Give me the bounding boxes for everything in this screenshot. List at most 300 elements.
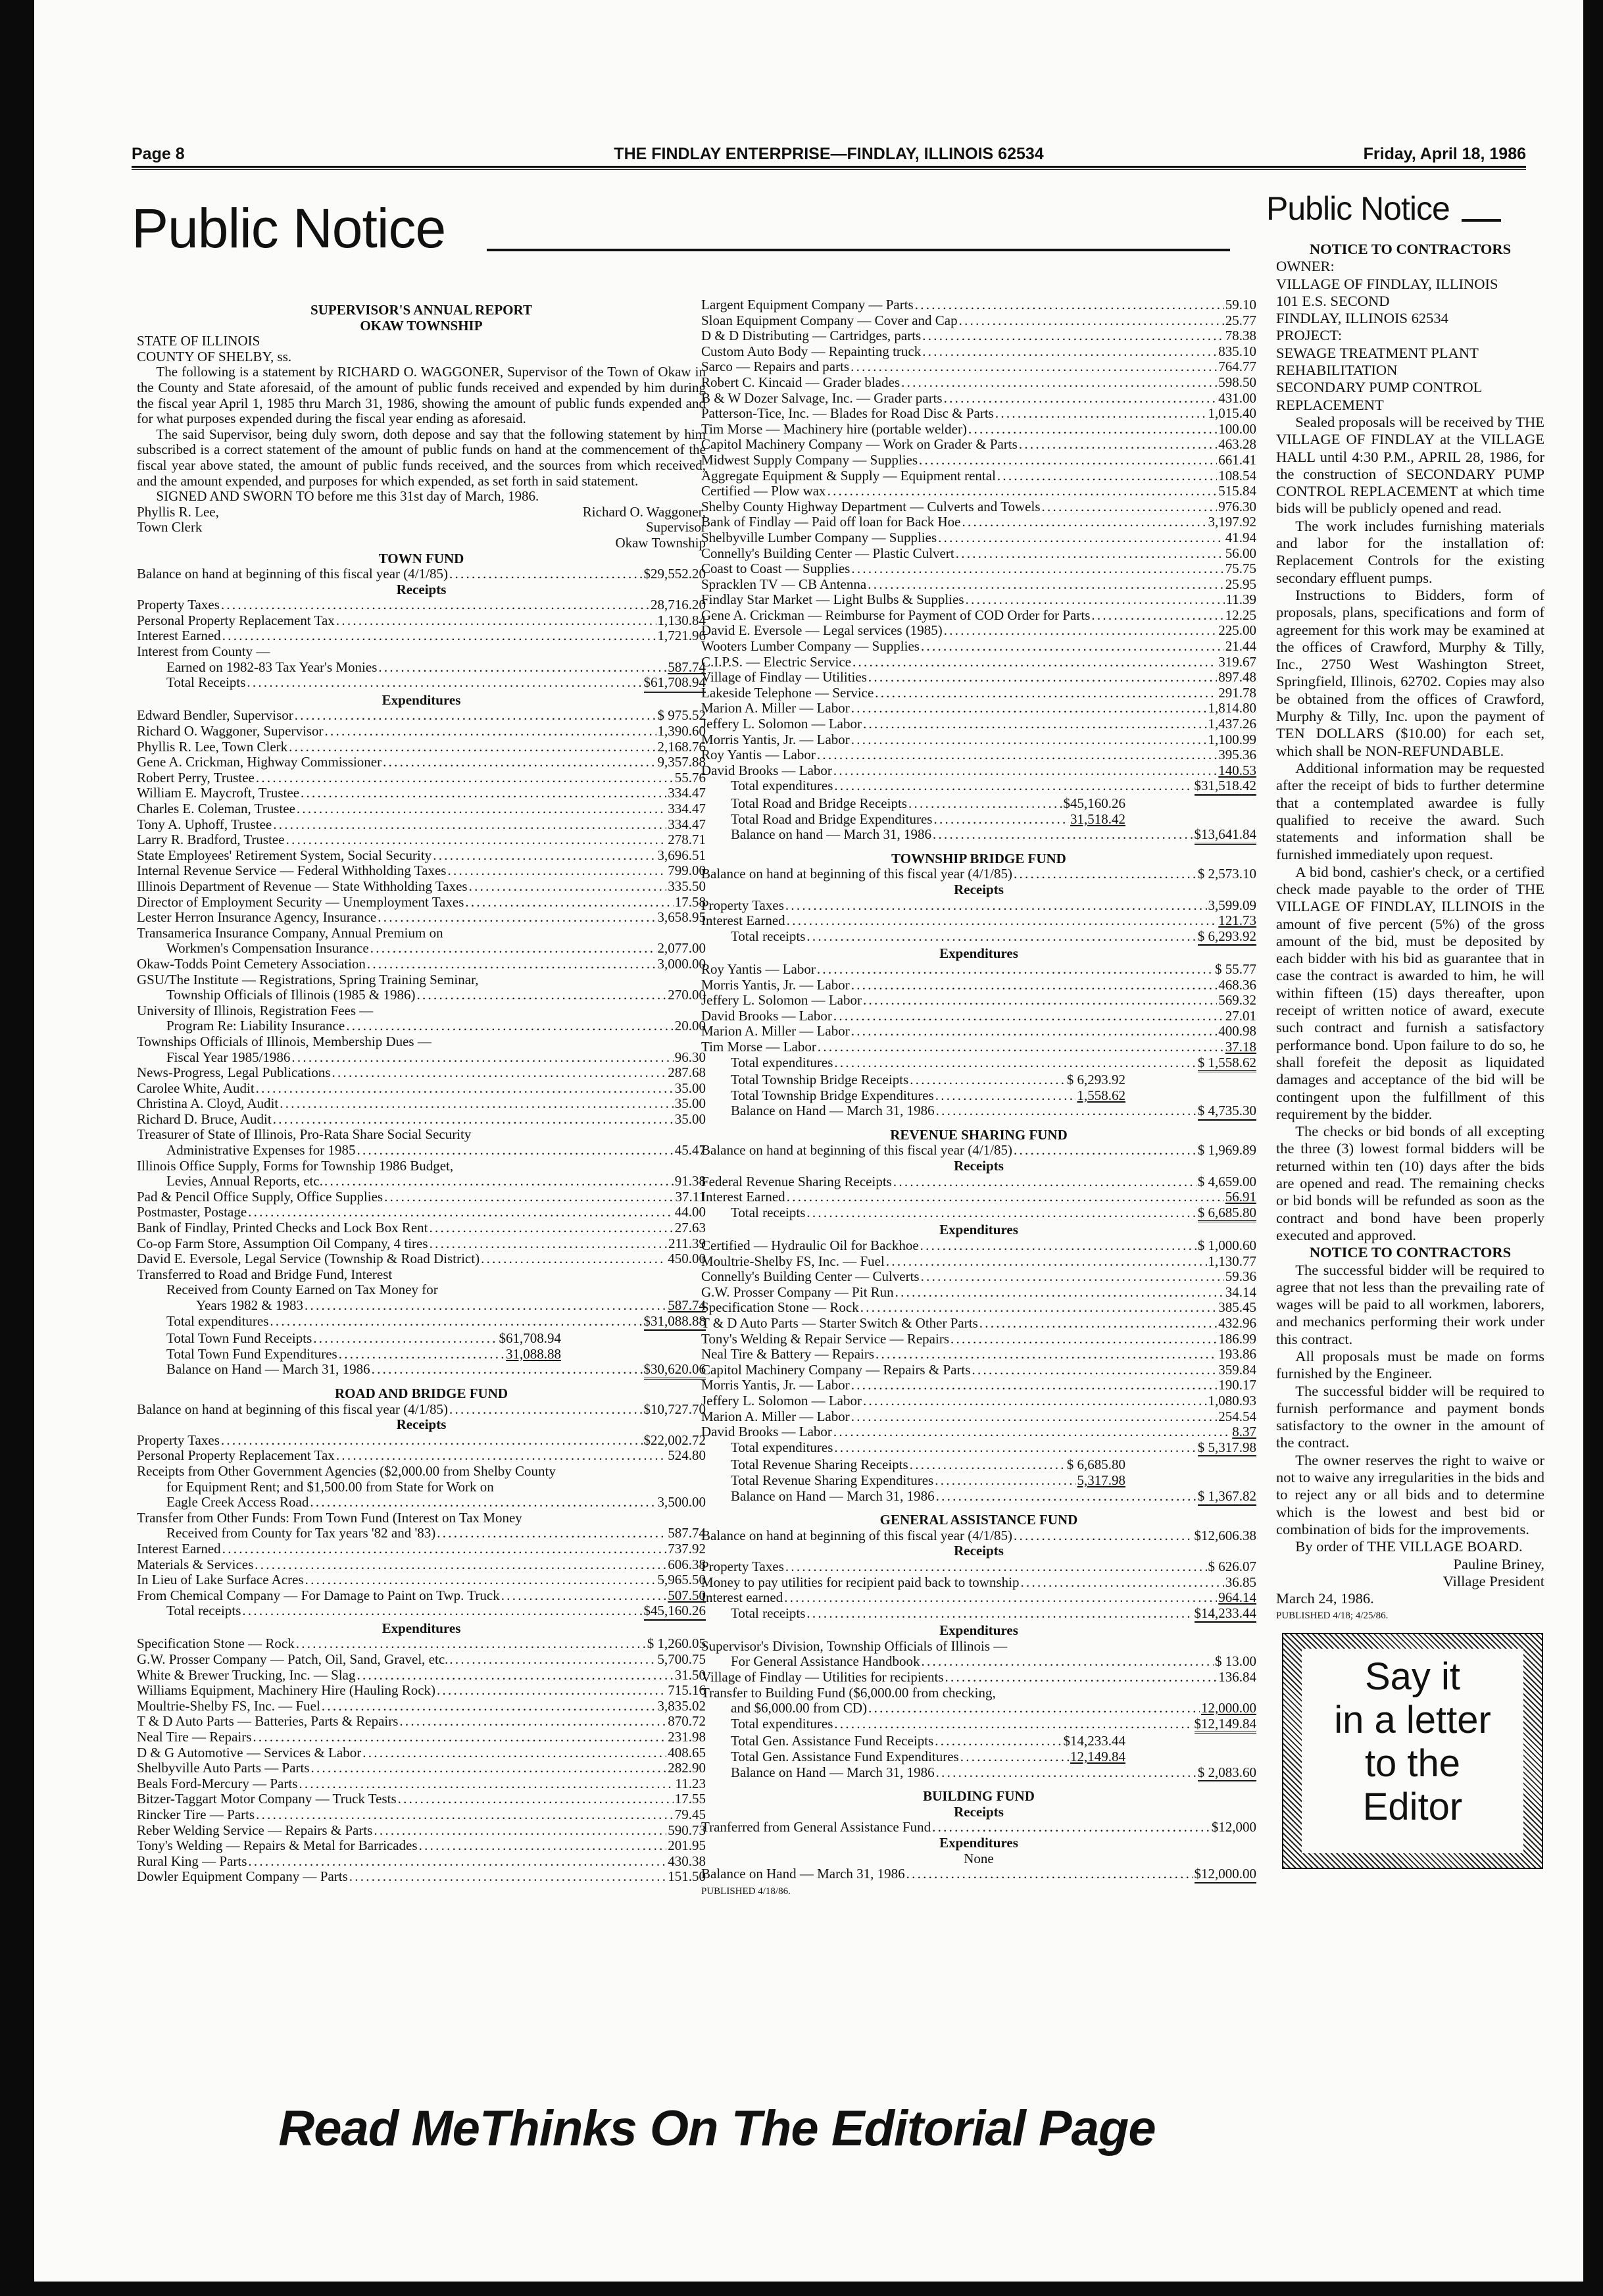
ledger-amount: 17.58 bbox=[674, 893, 706, 910]
ledger-label: Coast to Coast — Supplies bbox=[701, 561, 851, 577]
ledger-row bbox=[701, 655, 1256, 670]
ledger-row bbox=[137, 817, 706, 833]
ledger-row bbox=[701, 608, 1256, 624]
ledger-row: Balance on hand at beginning of this fiscal year (4/1/85) . . . $ 1,969.89 bbox=[701, 1143, 1256, 1159]
ledger-list bbox=[137, 708, 706, 925]
notice-paragraph: Additional information may be requested after the receipt of bids to further determine that a contemplated awardee is fully qualified to receive the award. Such statements and information shall be furnished immediately upon request. bbox=[1276, 759, 1544, 863]
ledger-row bbox=[701, 1347, 1256, 1362]
ledger-row bbox=[137, 1854, 706, 1870]
ledger-amount: 1,015.40 bbox=[1208, 405, 1256, 422]
ledger-label: Shelbyville Auto Parts — Parts bbox=[137, 1760, 310, 1776]
ledger-text: Transferred to Road and Bridge Fund, Interest bbox=[137, 1266, 393, 1282]
ledger-row bbox=[137, 895, 706, 911]
ad-line: Editor bbox=[1362, 1785, 1463, 1828]
ledger-list bbox=[701, 297, 1256, 778]
ledger-text: Transfer from Other Funds: From Town Fund (Interest on Tax Money bbox=[137, 1509, 522, 1526]
ledger-amount: 211.39 bbox=[668, 1235, 706, 1251]
ledger-row bbox=[701, 716, 1256, 732]
ledger-row bbox=[701, 297, 1256, 313]
ledger-amount: 524.80 bbox=[668, 1447, 706, 1464]
ledger-amount: 27.01 bbox=[1225, 1007, 1256, 1024]
ledger-summary-row: Total Road and Bridge Receipts . . . $45,160.26 bbox=[701, 796, 1125, 812]
ledger-text: Receipts from Other Government Agencies ($2,000.00 from Shelby County bbox=[137, 1462, 556, 1479]
signer-name: Pauline Briney, bbox=[1453, 1555, 1544, 1572]
ledger-amount: 8.37 bbox=[1232, 1424, 1256, 1440]
ledger-text: Received from County Earned on Tax Money for bbox=[166, 1282, 438, 1298]
ledger-label: David Brooks — Labor bbox=[701, 762, 832, 778]
ledger-row bbox=[701, 747, 1256, 763]
ledger-label: Capitol Machinery Company — Work on Grader & Parts bbox=[701, 436, 1018, 453]
notice-paragraph: All proposals must be made on forms furnished by the Engineer. bbox=[1276, 1348, 1544, 1382]
ledger-row bbox=[701, 406, 1256, 422]
ledger-balance-row: Balance on Hand — March 31, 1986 . . . $ 4,735.30 bbox=[701, 1103, 1256, 1121]
ledger-amount: 193.86 bbox=[1218, 1346, 1256, 1362]
receipts-heading: Receipts bbox=[954, 881, 1004, 897]
ledger-row bbox=[137, 708, 706, 724]
ledger-row bbox=[701, 1362, 1256, 1378]
ledger-list bbox=[137, 1541, 706, 1603]
ledger-row bbox=[701, 313, 1256, 329]
owner-line: SEWAGE TREATMENT PLANT REHABILITATION bbox=[1276, 344, 1479, 379]
ledger-row: For General Assistance Handbook . . . $ 13.00 bbox=[701, 1654, 1256, 1670]
header-rule bbox=[132, 166, 1526, 168]
fund-title: BUILDING FUND bbox=[923, 1788, 1035, 1805]
issue-date: Friday, April 18, 1986 bbox=[1363, 145, 1526, 163]
ledger-amount: 1,390.60 bbox=[657, 723, 706, 739]
ledger-total-row: Total expenditures . . . $ 1,558.62 bbox=[701, 1055, 1256, 1073]
ledger-label: C.I.P.S. — Electric Service bbox=[701, 653, 852, 670]
ledger-row bbox=[701, 1559, 1256, 1575]
ledger-row bbox=[701, 1189, 1256, 1205]
ledger-amount: 100.00 bbox=[1218, 420, 1256, 437]
ledger-amount: $ 975.52 bbox=[657, 707, 706, 724]
ledger-label: Rincker Tire — Parts bbox=[137, 1807, 255, 1822]
ledger-amount: 254.54 bbox=[1218, 1408, 1256, 1424]
ledger-amount: 75.75 bbox=[1225, 561, 1256, 577]
ledger-amount: 3,835.02 bbox=[657, 1697, 706, 1714]
ledger-label: Specification Stone — Rock bbox=[701, 1299, 859, 1316]
ledger-label: Roy Yantis — Labor bbox=[701, 747, 816, 763]
ledger-row bbox=[701, 763, 1256, 779]
ledger-amount: 359.84 bbox=[1218, 1361, 1256, 1378]
ledger-amount: $ 626.07 bbox=[1208, 1558, 1256, 1574]
report-paragraph: The following is a statement by RICHARD O. WAGGONER, Supervisor of the Town of Okaw in the County and State aforesaid, of the amount of public funds received and expended by him during the fiscal year April 1, 1985 thru March 31, 1986, showing the amount of public funds expended and for what purposes expended during the fiscal year ending as aforesaid. bbox=[137, 364, 706, 427]
ledger-amount: 1,130.84 bbox=[657, 612, 706, 628]
supervisor-name: Richard O. Waggoner, bbox=[582, 503, 706, 520]
ledger-label: Tony A. Uphoff, Trustee bbox=[137, 816, 272, 832]
ledger-amount: 431.00 bbox=[1218, 389, 1256, 406]
ledger-row bbox=[137, 1776, 706, 1792]
ledger-summary-row: Total Gen. Assistance Fund Expenditures . . . 12,149.84 bbox=[701, 1749, 1125, 1765]
ledger-amount: 21.44 bbox=[1225, 638, 1256, 655]
expenditures-heading: Expenditures bbox=[939, 945, 1018, 962]
ledger-label: Bank of Findlay, Printed Checks and Lock Box Rent bbox=[137, 1220, 428, 1236]
ledger-row bbox=[137, 1189, 706, 1205]
ledger-row: Balance on hand at beginning of this fiscal year (4/1/85) . . . $10,727.70 bbox=[137, 1402, 706, 1418]
ledger-row bbox=[137, 1807, 706, 1823]
sidebar-title-rule bbox=[1462, 219, 1501, 222]
ledger-row bbox=[701, 1024, 1256, 1039]
ledger-summary-row: Total Revenue Sharing Receipts . . . $ 6,685.80 bbox=[701, 1457, 1125, 1473]
ledger-label: Postmaster, Postage bbox=[137, 1204, 247, 1220]
ledger-row: Workmen's Compensation Insurance . . . 2,077.00 bbox=[137, 941, 706, 957]
ledger-row bbox=[137, 628, 706, 644]
ledger-label: Interest earned bbox=[701, 1589, 783, 1606]
county-line: COUNTY OF SHELBY, ss. bbox=[137, 348, 292, 364]
ledger-row bbox=[137, 770, 706, 786]
ledger-label: Specification Stone — Rock bbox=[137, 1635, 295, 1652]
ledger-label: In Lieu of Lake Surface Acres bbox=[137, 1572, 304, 1588]
ledger-amount: 201.95 bbox=[668, 1837, 706, 1854]
ledger-label: Property Taxes bbox=[137, 597, 220, 613]
ledger-amount: 9,357.88 bbox=[657, 754, 706, 770]
ledger-amount: 598.50 bbox=[1218, 374, 1256, 390]
ledger-row bbox=[137, 801, 706, 817]
ledger-row bbox=[701, 546, 1256, 562]
ledger-row: Village of Findlay — Utilities for recipients . . . 136.84 bbox=[701, 1670, 1256, 1685]
ledger-row bbox=[701, 484, 1256, 499]
ledger-amount: 79.45 bbox=[674, 1807, 706, 1822]
ledger-label: David Brooks — Labor bbox=[701, 1007, 832, 1024]
ledger-row: Years 1982 & 1983 . . . 587.74 bbox=[137, 1298, 706, 1314]
ad-line: in a letter bbox=[1334, 1699, 1491, 1741]
ledger-amount: $ 4,659.00 bbox=[1197, 1173, 1256, 1189]
signed-line: SIGNED AND SWORN TO before me this 31st day of March, 1986. bbox=[156, 488, 539, 505]
notice-paragraph: Sealed proposals will be received by THE VILLAGE OF FINDLAY at the VILLAGE HALL until 4:30 P.M., APRIL 28, 1986, for the construction of SECONDARY PUMP CONTROL REPLACEMENT at which time bids will be publicly opened and read. bbox=[1276, 413, 1544, 517]
ledger-row bbox=[701, 1300, 1256, 1316]
ledger-row bbox=[701, 592, 1256, 608]
contractors-notice bbox=[1276, 241, 1544, 1625]
ledger-amount: 25.95 bbox=[1225, 576, 1256, 592]
ledger-text: GSU/The Institute — Registrations, Spring Training Seminar, bbox=[137, 971, 479, 987]
header-rule-thin bbox=[132, 169, 1526, 170]
ledger-text: Transamerica Insurance Company, Annual Premium on bbox=[137, 924, 443, 941]
ledger-label: Neal Tire — Repairs bbox=[137, 1729, 252, 1745]
ledger-label: Findlay Star Market — Light Bulbs & Supplies bbox=[701, 591, 964, 608]
ledger-amount: 507.50 bbox=[668, 1587, 706, 1603]
ledger-row bbox=[137, 1791, 706, 1807]
ledger-label: Property Taxes bbox=[701, 897, 784, 913]
clerk-title: Town Clerk bbox=[137, 519, 203, 536]
ledger-amount: 1,100.99 bbox=[1208, 731, 1256, 747]
ledger-summary-row: Total Revenue Sharing Expenditures . . . 5,317.98 bbox=[701, 1473, 1125, 1489]
ledger-amount: 12.25 bbox=[1225, 607, 1256, 623]
ledger-row bbox=[701, 328, 1256, 344]
ledger-row bbox=[701, 344, 1256, 360]
ledger-row bbox=[137, 1636, 706, 1652]
ledger-row bbox=[137, 1205, 706, 1220]
letter-ad-text bbox=[1302, 1649, 1523, 1853]
ledger-label: Charles E. Coleman, Trustee bbox=[137, 801, 295, 816]
ledger-row bbox=[137, 1714, 706, 1730]
ledger-label: Jeffery L. Solomon — Labor bbox=[701, 1392, 862, 1409]
clerk-name: Phyllis R. Lee, bbox=[137, 503, 219, 520]
notice-paragraph: The checks or bid bonds of all excepting the three (3) lowest formal bidders will be returned within ten (10) days after the bids are opened and read. The remaining checks or bid bonds will be refunded as soon as the contract and bond have been properly executed and approved. bbox=[1276, 1123, 1544, 1243]
ledger-label: Jeffery L. Solomon — Labor bbox=[701, 716, 862, 732]
ledger-amount: 190.17 bbox=[1218, 1377, 1256, 1393]
ledger-total-row: Total expenditures . . . $31,088.88 bbox=[137, 1314, 706, 1332]
ledger-label: From Chemical Company — For Damage to Paint on Twp. Truck bbox=[137, 1587, 500, 1603]
ledger-row bbox=[701, 898, 1256, 914]
ledger-list bbox=[137, 1433, 706, 1464]
ledger-row bbox=[137, 1433, 706, 1449]
ledger-text: Treasurer of State of Illinois, Pro-Rata Share Social Security bbox=[137, 1126, 472, 1143]
title-rule bbox=[487, 249, 1230, 251]
ledger-list bbox=[701, 962, 1256, 1055]
owner-line: 101 E.S. SECOND bbox=[1276, 292, 1390, 309]
ledger-label: Illinois Department of Revenue — State Withholding Taxes bbox=[137, 878, 468, 894]
expenditures-heading: Expenditures bbox=[939, 1622, 1018, 1639]
ledger-label: Property Taxes bbox=[137, 1432, 220, 1448]
ledger-total-row: Total receipts . . . $14,233.44 bbox=[701, 1606, 1256, 1624]
ledger-row bbox=[137, 597, 706, 613]
ledger-row bbox=[701, 577, 1256, 593]
ledger-label: Moultrie-Shelby FS, Inc. — Fuel bbox=[137, 1697, 320, 1714]
ledger-row bbox=[701, 1393, 1256, 1409]
ledger-row bbox=[701, 701, 1256, 716]
receipts-heading: Receipts bbox=[954, 1543, 1004, 1559]
ledger-total-row: Total expenditures . . . $12,149.84 bbox=[701, 1716, 1256, 1734]
ledger-amount: 35.00 bbox=[674, 1095, 706, 1112]
dated-line: March 24, 1986. bbox=[1276, 1590, 1374, 1607]
notice-paragraph: The work includes furnishing materials and labor for the installation of: Replacement Controls for the existing secondary effluent pumps. bbox=[1276, 517, 1544, 586]
ledger-label: Marion A. Miller — Labor bbox=[701, 1023, 850, 1039]
ledger-balance-row: Balance on Hand — March 31, 1986 . . . $ 1,367.82 bbox=[701, 1489, 1256, 1507]
ledger-label: Certified — Hydraulic Oil for Backhoe bbox=[701, 1237, 919, 1254]
ledger-amount: 56.91 bbox=[1225, 1189, 1256, 1205]
ledger-amount: 35.00 bbox=[674, 1080, 706, 1096]
ledger-row: Administrative Expenses for 1985 . . . 45.47 bbox=[137, 1143, 706, 1159]
ledger-amount: 1,721.96 bbox=[657, 628, 706, 644]
ledger-row bbox=[701, 993, 1256, 1009]
ledger-total-row: Total expenditures . . . $ 5,317.98 bbox=[701, 1440, 1256, 1458]
expenditures-heading: Expenditures bbox=[939, 1222, 1018, 1238]
ledger-amount: 3,599.09 bbox=[1208, 897, 1256, 913]
ledger-row bbox=[701, 1590, 1256, 1606]
ledger-label: Morris Yantis, Jr. — Labor bbox=[701, 976, 850, 993]
ledger-row bbox=[701, 1378, 1256, 1393]
ledger-amount: 385.45 bbox=[1218, 1299, 1256, 1316]
ledger-total-row: Total Receipts . . . $61,708.94 bbox=[137, 675, 706, 693]
ledger-list bbox=[701, 1174, 1256, 1205]
ledger-row: Program Re: Liability Insurance . . . 20.00 bbox=[137, 1018, 706, 1034]
ledger-amount: 28,716.20 bbox=[651, 597, 706, 613]
ledger-amount: 5,965.50 bbox=[657, 1572, 706, 1588]
ledger-label: Marion A. Miller — Labor bbox=[701, 700, 850, 716]
ledger-amount: 590.73 bbox=[668, 1822, 706, 1838]
ledger-label: Sarco — Repairs and parts bbox=[701, 359, 850, 375]
ledger-row bbox=[137, 739, 706, 755]
ledger-label: Neal Tire & Battery — Repairs bbox=[701, 1346, 875, 1362]
ledger-amount: 17.55 bbox=[674, 1791, 706, 1807]
ledger-label: Dowler Equipment Company — Parts bbox=[137, 1868, 348, 1885]
receipts-heading: Receipts bbox=[396, 1416, 447, 1433]
ledger-label: Shelby County Highway Department — Culverts and Towels bbox=[701, 498, 1041, 514]
ledger-label: Bitzer-Taggart Motor Company — Truck Tests bbox=[137, 1791, 397, 1807]
ledger-label: Christina A. Cloyd, Audit bbox=[137, 1095, 279, 1112]
report-column-1 bbox=[137, 303, 706, 1885]
scan-edge-left bbox=[0, 0, 34, 2296]
ledger-row bbox=[137, 832, 706, 848]
sidebar-title: Public Notice bbox=[1266, 190, 1450, 227]
ledger-summary-row: Total Road and Bridge Expenditures . . . 31,518.42 bbox=[701, 812, 1125, 828]
ledger-label: Gene A. Crickman, Highway Commissioner bbox=[137, 754, 382, 770]
ledger-row bbox=[701, 561, 1256, 577]
ledger-amount: 408.65 bbox=[668, 1744, 706, 1760]
ledger-amount: 34.14 bbox=[1225, 1284, 1256, 1300]
ledger-label: Custom Auto Body — Repainting truck bbox=[701, 343, 922, 359]
ledger-amount: 835.10 bbox=[1218, 343, 1256, 359]
fund-title: ROAD AND BRIDGE FUND bbox=[334, 1385, 508, 1401]
ad-line: to the bbox=[1364, 1742, 1461, 1785]
ledger-total-row: Total receipts . . . $45,160.26 bbox=[137, 1603, 706, 1621]
ledger-row: Tranferred from General Assistance Fund . . . $12,000 bbox=[701, 1820, 1256, 1835]
ledger-amount: $22,002.72 bbox=[643, 1432, 706, 1448]
ledger-row bbox=[137, 879, 706, 895]
supervisor-title: Supervisor bbox=[646, 519, 706, 536]
ledger-amount: $ 55.77 bbox=[1215, 961, 1256, 977]
ledger-row bbox=[701, 1316, 1256, 1332]
ledger-row bbox=[137, 1730, 706, 1745]
ledger-amount: 37.18 bbox=[1225, 1038, 1256, 1055]
ledger-label: Morris Yantis, Jr. — Labor bbox=[701, 731, 850, 747]
ledger-row: Levies, Annual Reports, etc. . . . 91.38 bbox=[137, 1174, 706, 1189]
ledger-balance-row: Balance on Hand — March 31, 1986 . . . $30,620.06 bbox=[137, 1362, 706, 1380]
ledger-label: Connelly's Building Center — Culverts bbox=[701, 1268, 920, 1285]
ledger-label: Personal Property Replacement Tax bbox=[137, 1447, 335, 1464]
ledger-row bbox=[137, 1065, 706, 1081]
ledger-label: Carolee White, Audit bbox=[137, 1080, 255, 1096]
ledger-label: T & D Auto Parts — Starter Switch & Other Parts bbox=[701, 1315, 978, 1331]
ledger-label: Tony's Welding & Repair Service — Repairs bbox=[701, 1330, 949, 1347]
ledger-row bbox=[701, 978, 1256, 993]
ledger-label: William E. Maycroft, Trustee bbox=[137, 785, 300, 801]
notice-heading: NOTICE TO CONTRACTORS bbox=[1309, 241, 1512, 257]
ledger-label: Interest Earned bbox=[137, 1540, 221, 1557]
ledger-amount: 225.00 bbox=[1218, 622, 1256, 639]
ledger-label: Reber Welding Service — Repairs & Parts bbox=[137, 1822, 373, 1838]
signature-block bbox=[137, 520, 706, 536]
ledger-label: Morris Yantis, Jr. — Labor bbox=[701, 1377, 850, 1393]
ledger-label: David E. Eversole, Legal Service (Township & Road District) bbox=[137, 1251, 480, 1267]
ledger-text: Interest from County — bbox=[137, 643, 270, 660]
ledger-row bbox=[701, 1174, 1256, 1190]
ledger-amount: 335.50 bbox=[668, 878, 706, 894]
ledger-label: Internal Revenue Service — Federal Withholding Taxes bbox=[137, 862, 447, 879]
ledger-amount: 140.53 bbox=[1218, 762, 1256, 778]
ledger-label: Property Taxes bbox=[701, 1558, 784, 1574]
ledger-list bbox=[137, 597, 706, 644]
ledger-amount: $ 1,000.60 bbox=[1197, 1237, 1256, 1254]
ledger-amount: 976.30 bbox=[1218, 498, 1256, 514]
owner-line: SECONDARY PUMP CONTROL REPLACEMENT bbox=[1276, 379, 1482, 413]
ledger-label: Richard D. Bruce, Audit bbox=[137, 1111, 272, 1127]
expenditures-heading: Expenditures bbox=[939, 1835, 1018, 1851]
ledger-text: Transfer to Building Fund ($6,000.00 from checking, bbox=[701, 1684, 996, 1701]
ledger-text: for Equipment Rent; and $1,500.00 from State for Work on bbox=[166, 1478, 494, 1495]
ledger-row bbox=[137, 1251, 706, 1267]
ledger-row bbox=[137, 613, 706, 629]
ledger-row bbox=[701, 1039, 1256, 1055]
ledger-row bbox=[137, 1081, 706, 1097]
ledger-label: B & W Dozer Salvage, Inc. — Grader parts bbox=[701, 389, 943, 406]
ledger-label: Materials & Services bbox=[137, 1556, 254, 1572]
ledger-label: Capitol Machinery Company — Repairs & Parts bbox=[701, 1361, 971, 1378]
ledger-row bbox=[137, 1838, 706, 1854]
ledger-row bbox=[701, 499, 1256, 515]
ledger-row bbox=[137, 1236, 706, 1252]
ledger-amount: 108.54 bbox=[1218, 467, 1256, 484]
ledger-summary-row: Total Gen. Assistance Fund Receipts . . . $14,233.44 bbox=[701, 1734, 1125, 1749]
ledger-amount: 59.36 bbox=[1225, 1268, 1256, 1285]
ledger-label: D & G Automotive — Services & Labor bbox=[137, 1744, 362, 1760]
ledger-amount: 55.76 bbox=[674, 769, 706, 786]
ledger-row bbox=[137, 1699, 706, 1714]
owner-line: FINDLAY, ILLINOIS 62534 bbox=[1276, 310, 1448, 327]
ledger-label: G.W. Prosser Company — Pit Run bbox=[701, 1284, 894, 1300]
ledger-amount: 44.00 bbox=[674, 1204, 706, 1220]
ledger-text: Illinois Office Supply, Forms for Township 1986 Budget, bbox=[137, 1157, 454, 1174]
letter-to-editor-ad bbox=[1282, 1633, 1543, 1869]
report-title: SUPERVISOR'S ANNUAL REPORT bbox=[310, 302, 532, 318]
ledger-row: Fiscal Year 1985/1986 . . . 96.30 bbox=[137, 1050, 706, 1066]
notice-paragraph: Instructions to Bidders, form of proposals, plans, specifications and form of agreement for this work may be examined at the offices of Crawford, Murphy & Tilly, Inc., 2750 West Washington Street, Springfield, Illinois, 62702. Copies may also be obtained from the offices of Crawford, Murphy & Tilly, Inc. upon the payment of TEN DOLLARS ($10.00) for each set, which shall be NON-REFUNDABLE. bbox=[1276, 586, 1544, 759]
ledger-row bbox=[137, 1588, 706, 1604]
ledger-amount: 31.50 bbox=[674, 1666, 706, 1683]
ledger-amount: 964.14 bbox=[1218, 1589, 1256, 1606]
ledger-row bbox=[701, 375, 1256, 391]
ledger-row bbox=[137, 863, 706, 879]
ledger-row: Received from County for Tax years '82 and '83) . . . 587.74 bbox=[137, 1526, 706, 1541]
ledger-amount: 432.96 bbox=[1218, 1315, 1256, 1331]
signer-title: Village President bbox=[1443, 1572, 1544, 1589]
published-line: PUBLISHED 4/18/86. bbox=[701, 1885, 791, 1897]
ledger-label: Larry R. Bradford, Trustee bbox=[137, 832, 285, 848]
owner-line: PROJECT: bbox=[1276, 327, 1343, 344]
ledger-row bbox=[701, 1409, 1256, 1425]
ledger-amount: 231.98 bbox=[668, 1729, 706, 1745]
ledger-list bbox=[701, 1559, 1256, 1606]
ledger-row: Balance on hand at beginning of this fiscal year (4/1/85) . . . $12,606.38 bbox=[701, 1528, 1256, 1544]
ledger-total-row: Total receipts . . . $ 6,685.80 bbox=[701, 1205, 1256, 1223]
signature-block bbox=[137, 505, 706, 520]
scan-edge-right bbox=[1583, 0, 1603, 2296]
state-line: STATE OF ILLINOIS bbox=[137, 333, 260, 349]
ledger-label: Co-op Farm Store, Assumption Oil Company, 4 tires bbox=[137, 1235, 428, 1251]
ledger-balance-row: Balance on Hand — March 31, 1986 . . . $ 2,083.60 bbox=[701, 1765, 1256, 1783]
ledger-label: Largent Equipment Company — Parts bbox=[701, 297, 914, 312]
ledger-row bbox=[701, 1332, 1256, 1347]
ledger-row bbox=[137, 1557, 706, 1573]
ledger-amount: $ 1,260.05 bbox=[647, 1635, 706, 1652]
ledger-amount: 569.32 bbox=[1218, 992, 1256, 1009]
ledger-text: University of Illinois, Registration Fees — bbox=[137, 1002, 374, 1018]
ledger-label: Village of Findlay — Utilities bbox=[701, 669, 867, 686]
expenditures-heading: Expenditures bbox=[382, 691, 461, 708]
ledger-row: Eagle Creek Access Road . . . 3,500.00 bbox=[137, 1495, 706, 1510]
ledger-row bbox=[701, 1238, 1256, 1254]
ledger-label: Pad & Pencil Office Supply, Office Supplies bbox=[137, 1188, 383, 1205]
ledger-label: Tim Morse — Labor bbox=[701, 1038, 816, 1055]
ledger-amount: 1,814.80 bbox=[1208, 700, 1256, 716]
ledger-row bbox=[701, 913, 1256, 929]
ledger-amount: 799.00 bbox=[668, 862, 706, 879]
ledger-label: Shelbyville Lumber Company — Supplies bbox=[701, 529, 937, 545]
ledger-row bbox=[137, 786, 706, 801]
ledger-total-row: Total expenditures . . . $31,518.42 bbox=[701, 778, 1256, 796]
ledger-label: Robert C. Kincaid — Grader blades bbox=[701, 374, 900, 390]
ledger-row bbox=[137, 1448, 706, 1464]
